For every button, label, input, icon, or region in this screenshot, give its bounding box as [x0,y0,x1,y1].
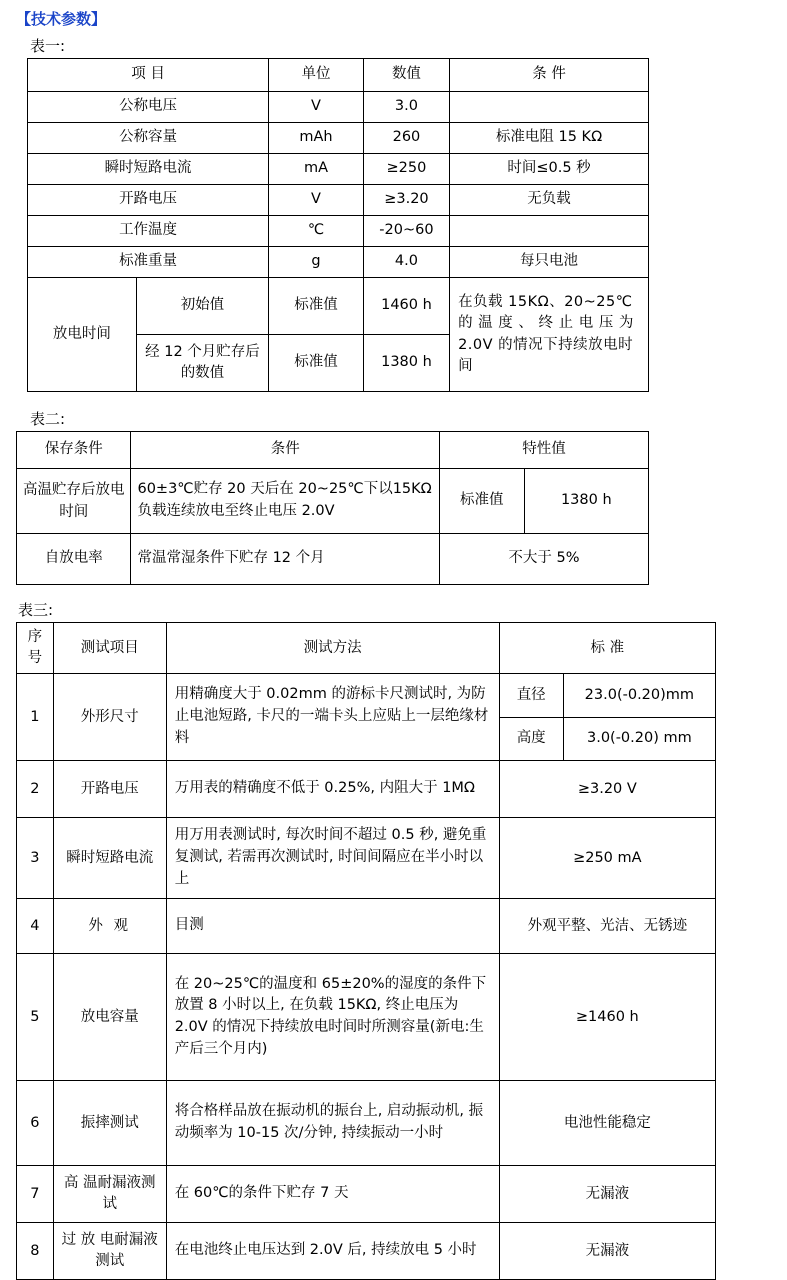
cell-unit: mA [269,154,364,185]
header-value: 数值 [363,59,449,92]
table-row [28,185,649,216]
cell-test-method: 用精确度大于 0.02mm 的游标卡尺测试时, 为防止电池短路, 卡尺的一端卡头上应贴上一层绝缘材料 [166,674,499,761]
cell-test-method: 万用表的精确度不低于 0.25%, 内阻大于 1MΩ [166,761,499,818]
cell-sequence-no: 2 [17,761,54,818]
cell-unit: V [269,185,364,216]
cell-test-item: 高 温耐漏液测试 [53,1166,166,1223]
cell-item: 瞬时短路电流 [28,154,269,185]
table1-caption: 表一: [30,37,66,55]
cell-discharge-time-label: 放电时间 [28,278,137,392]
cell-standard: 无漏液 [499,1166,715,1223]
cell-value: -20~60 [363,216,449,247]
cell-standard: ≥250 mA [499,818,715,899]
header-sequence-no: 序号 [17,623,54,674]
table-technical-parameters-2 [16,431,649,585]
cell-discharge-initial-label: 初始值 [136,278,268,335]
cell-value: 4.0 [363,247,449,278]
cell-value: ≥3.20 [363,185,449,216]
cell-unit: g [269,247,364,278]
cell-standard-key-diameter: 直径 [499,674,563,718]
page-title: 【技术参数】 [16,10,107,28]
cell-standard: ≥1460 h [499,954,715,1081]
cell-test-item: 外 观 [53,899,166,954]
cell-test-item: 外形尺寸 [53,674,166,761]
header-storage-condition: 保存条件 [17,432,131,469]
table-row [17,469,649,534]
cell-item: 标准重量 [28,247,269,278]
table-technical-parameters-1 [27,58,649,392]
cell-value: 不大于 5% [439,534,648,585]
cell-condition: 常温常湿条件下贮存 12 个月 [131,534,440,585]
table-row [28,123,649,154]
table-row-discharge-initial [28,278,649,335]
table-header-row [28,59,649,92]
table-row [17,899,716,954]
cell-standard: ≥3.20 V [499,761,715,818]
cell-item: 公称容量 [28,123,269,154]
header-condition: 条件 [131,432,440,469]
table-row [17,674,716,718]
header-standard: 标 准 [499,623,715,674]
cell-sequence-no: 8 [17,1223,54,1280]
cell-standard: 无漏液 [499,1223,715,1280]
cell-test-method: 在 20~25℃的温度和 65±20%的湿度的条件下放置 8 小时以上, 在负载 15KΩ, 终止电压为 2.0V 的情况下持续放电时间时所测容量(新电:生产后三个月内) [166,954,499,1081]
cell-condition [450,92,649,123]
header-test-method: 测试方法 [166,623,499,674]
table-row [17,1223,716,1280]
table-row [17,818,716,899]
cell-item: 公称电压 [28,92,269,123]
table2-caption: 表二: [30,410,66,428]
table-row [28,92,649,123]
cell-test-method: 目测 [166,899,499,954]
cell-sequence-no: 7 [17,1166,54,1223]
table3-caption: 表三: [18,601,54,619]
cell-standard: 电池性能稳定 [499,1081,715,1166]
cell-condition: 每只电池 [450,247,649,278]
cell-test-method: 用万用表测试时, 每次时间不超过 0.5 秒, 避免重复测试, 若需再次测试时, 时间间隔应在半小时以上 [166,818,499,899]
cell-unit: V [269,92,364,123]
cell-standard-value-height: 3.0(-0.20) mm [563,717,715,761]
document-page [0,8,787,1280]
cell-sequence-no: 1 [17,674,54,761]
table-row [17,761,716,818]
header-test-item: 测试项目 [53,623,166,674]
header-condition: 条 件 [450,59,649,92]
cell-test-method: 在电池终止电压达到 2.0V 后, 持续放电 5 小时 [166,1223,499,1280]
cell-standard-key-height: 高度 [499,717,563,761]
cell-value: ≥250 [363,154,449,185]
cell-condition [450,216,649,247]
cell-standard-value-diameter: 23.0(-0.20)mm [563,674,715,718]
cell-sequence-no: 5 [17,954,54,1081]
table-header-row [17,432,649,469]
cell-discharge-initial-unit: 标准值 [269,278,364,335]
cell-test-method: 在 60℃的条件下贮存 7 天 [166,1166,499,1223]
cell-test-item: 放电容量 [53,954,166,1081]
cell-discharge-12month-label: 经 12 个月贮存后的数值 [136,335,268,392]
table-row [28,154,649,185]
header-item: 项 目 [28,59,269,92]
table-row [17,1081,716,1166]
cell-test-item: 过 放 电耐漏液测试 [53,1223,166,1280]
cell-test-item: 瞬时短路电流 [53,818,166,899]
cell-storage-condition: 高温贮存后放电时间 [17,469,131,534]
cell-storage-condition: 自放电率 [17,534,131,585]
table-row [28,216,649,247]
cell-condition: 标准电阻 15 KΩ [450,123,649,154]
cell-sequence-no: 4 [17,899,54,954]
cell-value: 260 [363,123,449,154]
cell-value-label: 标准值 [439,469,524,534]
cell-discharge-12month-value: 1380 h [363,335,449,392]
cell-sequence-no: 6 [17,1081,54,1166]
cell-value: 1380 h [524,469,648,534]
cell-test-item: 开路电压 [53,761,166,818]
cell-value: 3.0 [363,92,449,123]
table-header-row [17,623,716,674]
cell-discharge-12month-unit: 标准值 [269,335,364,392]
cell-unit: mAh [269,123,364,154]
table-row [28,247,649,278]
cell-item: 开路电压 [28,185,269,216]
cell-condition: 60±3℃贮存 20 天后在 20~25℃下以15KΩ 负载连续放电至终止电压 2.0V [131,469,440,534]
cell-discharge-initial-value: 1460 h [363,278,449,335]
cell-discharge-condition: 在负载 15KΩ、20~25℃ 的 温 度 、 终 止 电 压 为 2.0V 的情况下持续放电时间 [450,278,649,392]
cell-test-method: 将合格样品放在振动机的振台上, 启动振动机, 振动频率为 10-15 次/分钟, 持续振动一小时 [166,1081,499,1166]
table-row [17,534,649,585]
header-characteristic-value: 特性值 [439,432,648,469]
cell-standard: 外观平整、光洁、无锈迹 [499,899,715,954]
cell-sequence-no: 3 [17,818,54,899]
table-technical-parameters-3 [16,622,716,1280]
table-row [17,1166,716,1223]
table-row [17,954,716,1081]
cell-condition: 无负载 [450,185,649,216]
cell-test-item: 振摔测试 [53,1081,166,1166]
cell-item: 工作温度 [28,216,269,247]
header-unit: 单位 [269,59,364,92]
cell-condition: 时间≤0.5 秒 [450,154,649,185]
cell-unit: ℃ [269,216,364,247]
